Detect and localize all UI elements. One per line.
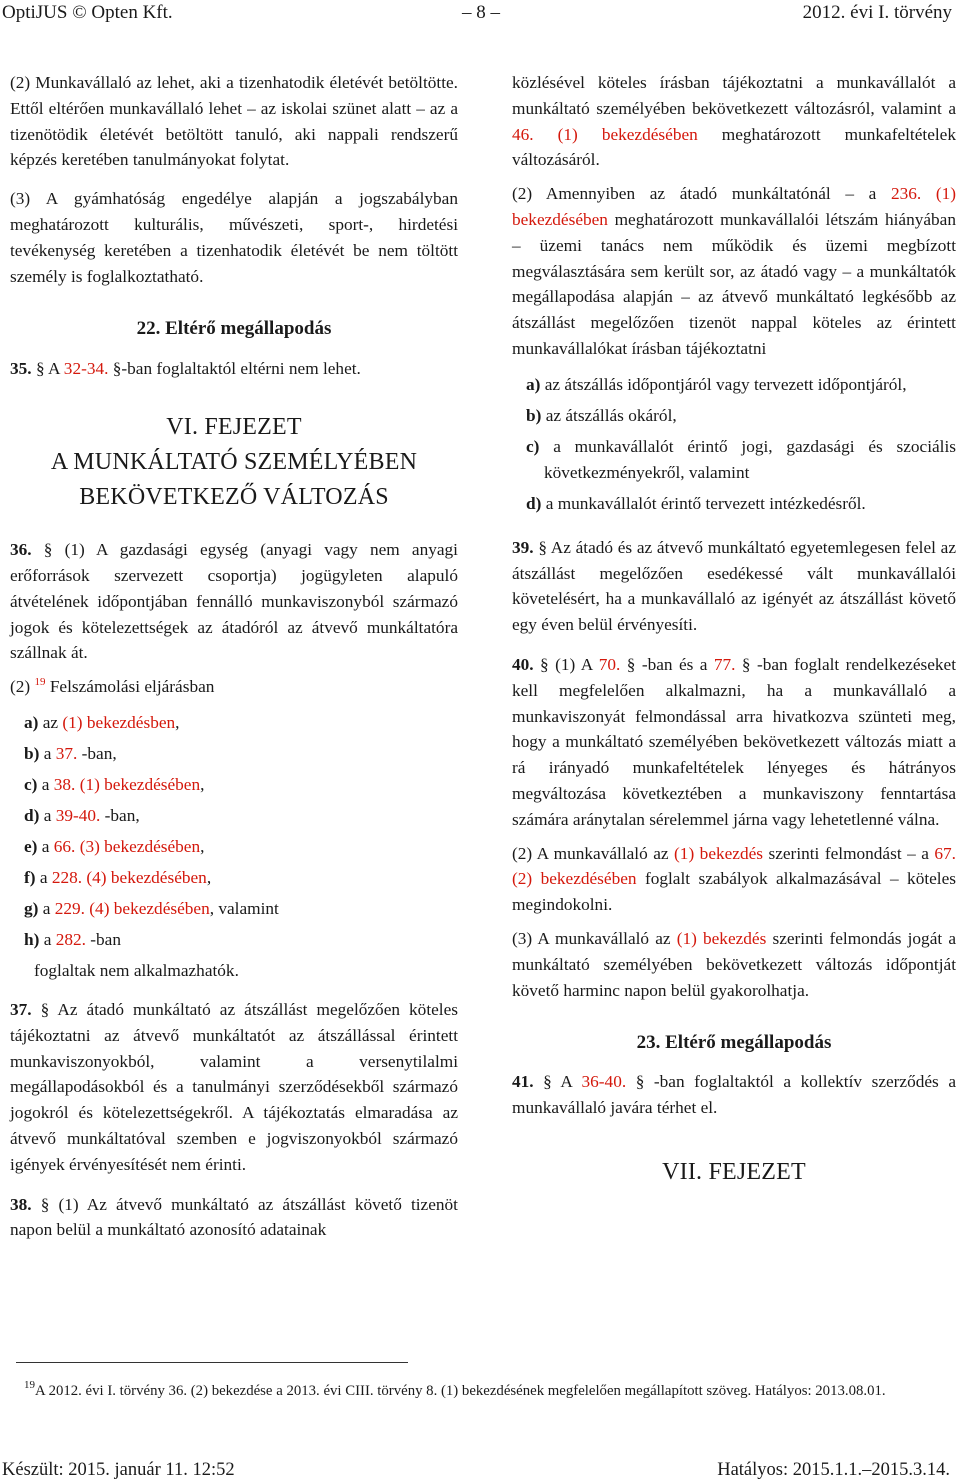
footer-right: Hatályos: 2015.1.1.–2015.3.14. (717, 1460, 950, 1480)
link-67-2[interactable]: 67. (2) bekezdésében (512, 843, 956, 889)
list-letter: g) (24, 898, 39, 918)
list-letter: d) (526, 493, 542, 513)
paragraph: közlésével köteles írásban tájékoztatni a munkavállalót a munkáltató személyében bekövetkezett változásról, valamint a 46. (1) bekezdésében meghatározott munkafeltételek változásáról. (512, 73, 956, 170)
left-column (10, 70, 458, 1243)
paragraph: (2) Amennyiben az átadó munkáltatónál – a 236. (1) bekezdésében meghatározott munkavállalói létszám hiányában – üzemi tanács nem működik és üzemi megbízott megválasztására sem került sor, az átadó vagy – a munkáltatók megállapodása alapján – az átvevő munkáltató legkésőbb az átszállást megelőzően tizenöt nappal köteles az érintett munkavállalókat írásban tájékoztatni (512, 184, 956, 358)
footnote-number: 19 (24, 1379, 35, 1391)
list-letter: f) (24, 867, 36, 887)
chapter-number: VII. FEJEZET (662, 1158, 806, 1185)
list-link[interactable]: 66. (3) bekezdésében (53, 836, 201, 856)
list-item: d) a 39-40. -ban, (24, 805, 140, 825)
list-item: c) a munkavállalót érintő jogi, gazdasági és szociális következményekről, valamint (526, 436, 957, 482)
list-link[interactable]: 37. (55, 743, 78, 763)
section-36 (10, 537, 458, 666)
section-35: 35. § A 32-34. §-ban foglaltaktól eltérni nem lehet. (10, 359, 361, 379)
section-40-3: (3) A munkavállaló az (1) bekezdés szerinti felmondás jogát a munkáltató személyében bekövetkezett változás időpontját követő harminc napon belül gyakorolhatja. (512, 928, 956, 1000)
enumerated-list (10, 710, 458, 953)
section-text: (1) A gazdasági egység (anyagi vagy nem anyagi erőforrások szervezett csoportja) jogügyleten alapuló átvételének időpontjában fennálló munkaviszonyból származó jogok és kötelezettségek az átadóról az átvevő munkáltatóra szállnak át. (10, 540, 458, 663)
footnote-ref[interactable]: 19 (34, 676, 46, 689)
section-title: 23. Eltérő megállapodás (636, 1032, 832, 1054)
list-link[interactable]: (1) bekezdésben (62, 712, 176, 732)
link-bekezdes-1[interactable]: (1) bekezdés (676, 928, 767, 948)
list-item: h) a 282. -ban (24, 929, 121, 949)
enumerated-list (512, 372, 956, 517)
list-letter: d) (24, 805, 40, 825)
chapter-title-line1: A MUNKÁLTATÓ SZEMÉLYÉBEN (50, 449, 418, 476)
list-letter: h) (24, 929, 40, 949)
section-sign-icon: § (112, 359, 122, 379)
section-number: 40. (512, 654, 534, 674)
section-text: Az átadó és az átvevő munkáltató egyetemlegesen felel az átszállást megelőzően esedékessé vált munkavállalói követelésért, ha a munkavállaló az igényét az átszállást követő egy éven belül érvényesíti. (512, 537, 956, 635)
footer-left: Készült: 2015. január 11. 12:52 (2, 1460, 235, 1480)
section-text: (1) Az átvevő munkáltató az átszállást követő tizenöt napon belül a munkáltató azonosító adatainak (10, 1194, 458, 1240)
chapter-number: VI. FEJEZET (166, 414, 302, 441)
section-sign-icon: § (40, 1194, 50, 1214)
list-link[interactable]: 282. (55, 929, 86, 949)
list-letter: a) (526, 374, 541, 394)
link-70[interactable]: 70. (598, 654, 621, 674)
footnote-text: A 2012. évi I. törvény 36. (2) bekezdése a 2013. évi CIII. törvény 8. (1) bekezdésének megfelelően megállapított szöveg. Hatályos: 2013.08.01. (35, 1383, 886, 1399)
list-letter: b) (526, 405, 542, 425)
list-item: b) a 37. -ban, (24, 743, 117, 763)
link-bekezdes-1[interactable]: (1) bekezdés (674, 843, 764, 863)
paragraph-text: Felszámolási eljárásban (49, 677, 215, 697)
section-sign-icon: § (635, 1072, 645, 1092)
link-77[interactable]: 77. (713, 654, 736, 674)
link-46-1[interactable]: 46. (1) bekezdésében (512, 124, 698, 144)
section-sign-icon: § (543, 1072, 552, 1092)
section-sign-icon: § (40, 999, 50, 1019)
list-item: d) a munkavállalót érintő tervezett intézkedésről. (526, 493, 866, 513)
section-title: 22. Eltérő megállapodás (136, 318, 332, 340)
list-item: f) a 228. (4) bekezdésében, (24, 867, 212, 887)
list-link[interactable]: 228. (4) bekezdésében (51, 867, 207, 887)
section-40: 40. § (1) A 70. § -ban és a 77. § -ban foglalt rendelkezéseket kell megfelelően alkalmazni, ha a munkavállaló a munkaviszonyát felmondással arra hivatkozva szünteti meg, hogy a munkáltató személyében bekövetkezett változás miatt a rá irányadó munkafeltételek lényeges és hátrányos megváltozása következtében a munkaviszony fenntartása számára aránytalan sérelemmel járna vagy lehetetlenné válna. (512, 654, 956, 829)
list-item: a) az átszállás időpontjáról vagy tervezett időpontjáról, (526, 374, 907, 394)
section-number: 41. (512, 1072, 534, 1092)
section-39 (512, 535, 956, 638)
chapter-heading (10, 410, 458, 515)
section-number: 35. (10, 359, 32, 379)
list-item: a) az (1) bekezdésben, (24, 712, 180, 732)
paragraph: (2) Munkavállaló az lehet, aki a tizenhatodik életévét betöltötte. Ettől eltérően munkavállaló lehet – az iskolai szünet alatt – az a tizenötödik életévét betöltött tanuló, aki nappali rendszerű képzés keretében tanulmányokat folytat. (10, 73, 458, 170)
section-sign-icon: § (741, 654, 751, 674)
link-236-1[interactable]: 236. (1) bekezdésében (512, 184, 956, 229)
paragraph: (3) A gyámhatóság engedélye alapján a jogszabályban meghatározott kulturális, művészeti, sport-, hirdetési tevékenység keretében a tizenhatodik életévét be nem töltött személy is foglalkoztatható. (10, 189, 458, 286)
link-36-40[interactable]: 36-40. (581, 1072, 627, 1092)
list-item: e) a 66. (3) bekezdésében, (24, 836, 205, 856)
header-page-number: – 8 – (462, 2, 500, 23)
header-left: OptiJUS © Opten Kft. (2, 2, 173, 23)
list-link[interactable]: 38. (1) bekezdésében (53, 774, 201, 794)
link-32-34[interactable]: 32-34. (63, 359, 109, 379)
list-link[interactable]: 39-40. (55, 805, 101, 825)
section-37 (10, 997, 458, 1178)
section-sign-icon: § (540, 654, 549, 674)
section-sign-icon: § (626, 654, 636, 674)
list-item: b) az átszállás okáról, (526, 405, 677, 425)
list-letter: a) (24, 712, 39, 732)
section-sign-icon: § (538, 537, 547, 557)
list-letter: b) (24, 743, 40, 763)
section-40-2: (2) A munkavállaló az (1) bekezdés szerinti felmondást – a 67. (2) bekezdésében foglalt szabályok alkalmazásával – köteles megindokolni. (512, 843, 956, 915)
list-letter: c) (24, 774, 38, 794)
section-36-2 (10, 674, 458, 700)
section-sign-icon: § (35, 359, 45, 379)
list-letter: e) (24, 836, 38, 856)
list-letter: c) (526, 436, 540, 456)
section-number: 37. (10, 999, 32, 1019)
header-right: 2012. évi I. törvény (802, 2, 952, 23)
list-item: g) a 229. (4) bekezdésében, valamint (24, 898, 279, 918)
footnote (4, 1380, 956, 1402)
section-text: Az átadó munkáltató az átszállást megelőzően köteles tájékoztatni az átvevő munkáltatót az átszállással érintett munkaviszonyokból, valamint a versenytilalmi megállapodásokból és a tanulmányi szerződésekből származó jogokról és kötelezettségekről. A tájékoztatás elmaradása az átvevő munkáltatóval szemben e jogviszonyokból származó igények érvényesítését nem érinti. (10, 999, 458, 1174)
section-38 (10, 1192, 458, 1244)
paragraph-number: (2) (10, 677, 31, 697)
footnote-rule (16, 1362, 408, 1363)
right-column (512, 70, 956, 1190)
list-item: c) a 38. (1) bekezdésében, (24, 774, 205, 794)
list-link[interactable]: 229. (4) bekezdésében (54, 898, 210, 918)
list-tail: foglaltak nem alkalmazhatók. (34, 960, 239, 980)
section-number: 38. (10, 1194, 32, 1214)
section-sign-icon: § (43, 540, 53, 560)
chapter-title-line2: BEKÖVETKEZŐ VÁLTOZÁS (79, 484, 389, 511)
section-number: 39. (512, 537, 534, 557)
section-41: 41. § A 36-40. § -ban foglaltaktól a kollektív szerződés a munkavállaló javára térhet el. (512, 1072, 956, 1118)
section-number: 36. (10, 540, 32, 560)
section-text: -ban foglaltaktól eltérni nem lehet. (121, 359, 361, 379)
